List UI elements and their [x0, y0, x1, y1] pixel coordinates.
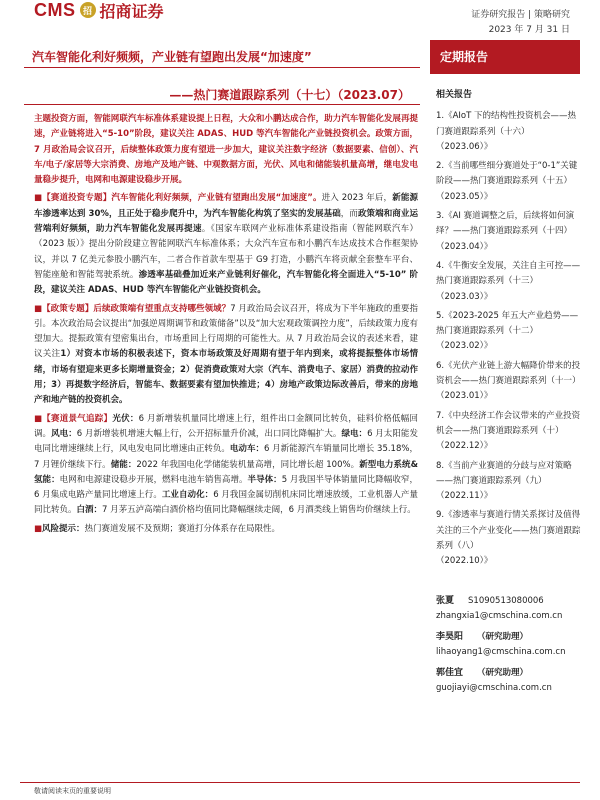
report-date: （2023.05）》 — [436, 191, 493, 202]
author-name: 郭佳宜 — [436, 668, 464, 678]
related-report-item[interactable] — [436, 359, 584, 405]
author-role: （研究助理） — [477, 632, 529, 642]
bold-text: 1）对资本市场的积极表述下，资本市场政策及好周期有望于年内到来，或将提振整体市场情绪，市场有望迎来更多长期增量资金；2）促消费政策对大宗（汽车、消费电子、家居）消费的拉动作用；3）再提数字经济后，智能车、数据要素有望加快推进；4）房地产政策边际改善后，带来的房地产和地产链的投资机会。 — [34, 349, 418, 406]
related-reports-sidebar — [436, 88, 584, 574]
report-text: 6.《光伏产业链上游大幅降价带来的投资机会——热门赛道跟踪系列（十一） — [436, 360, 581, 387]
report-text: 1.《AIoT 下的结构性投资机会——热门赛道跟踪系列（十六） — [436, 111, 577, 137]
report-date: （2022.10）》 — [436, 556, 493, 567]
related-reports-list — [436, 109, 584, 569]
body-text: ，而 — [340, 208, 358, 219]
body-text: 。《国家车联网产业标准体系建设指南（智能网联汽车）（2023 版）》提出分阶段建立智能网联汽车标准体系；大众汽车宣布和小鹏汽车达成技术合作框架协议，并以 7 亿美元参股小鹏汽车，二者合作首款车型基于 G9 打造，小鹏汽车将贡献全套整车平台、智能座舱和智能驾驶系统。 — [34, 224, 418, 280]
section-tag: 【政策专题】 — [42, 303, 94, 314]
body-text: 6 月新增装机增速大幅上行，公开招标量升价减，出口同比降幅扩大。 — [76, 428, 342, 439]
risk-text: 热门赛道发展不及预期；赛道打分体系存在局限性。 — [84, 523, 281, 534]
related-report-item[interactable] — [436, 459, 584, 505]
section-sector-tracking — [34, 412, 418, 519]
report-date: （2023.04）》 — [436, 241, 493, 252]
author-name: 张夏 — [436, 596, 455, 606]
footer-note: 敬请阅读末页的重要说明 — [34, 787, 111, 795]
report-type-banner: 定期报告 — [430, 40, 580, 74]
author-entry — [436, 630, 584, 660]
sector-label-pv: 光伏： — [112, 413, 139, 424]
section-tag: 【赛道投资专题】 — [42, 193, 112, 204]
risk-label: 风险提示： — [42, 523, 85, 534]
report-date: 2023 年 7 月 31 日 — [488, 25, 570, 35]
sector-label-wind: 风电： — [51, 428, 77, 439]
logo-cms-text: CMS — [34, 0, 76, 20]
report-date: （2023.03）》 — [436, 291, 493, 302]
section-policy — [34, 302, 418, 409]
sector-label-liquor: 白酒： — [76, 505, 103, 516]
authors-block — [436, 594, 584, 702]
report-title: 汽车智能化利好频频，产业链有望跑出发展“加速度” — [32, 50, 312, 64]
report-date: （2023.01）》 — [436, 391, 493, 402]
report-text: 9.《渗透率与赛道行情关系探讨及值得关注的三个产业变化——热门赛道跟踪系列（八） — [436, 510, 581, 552]
report-date: （2022.11）》 — [436, 491, 493, 502]
sector-label-green: 绿电： — [341, 428, 368, 439]
section-risk — [34, 522, 418, 537]
author-name: 李昊阳 — [436, 632, 464, 642]
body-text: 6 月太阳能发电同比增速继续上行，风电发电同比增速由正转负。 — [34, 428, 418, 455]
related-report-item[interactable] — [436, 209, 584, 255]
report-date: （2022.12）》 — [436, 441, 493, 452]
summary-paragraph: 主题投资方面，智能网联汽车标准体系建设提上日程，大众和小鹏达成合作，助力汽车智能化发展再提速，产业链将进入“5-10”阶段，建议关注 ADAS、HUD 等汽车智能化产业链投资机会。政策方面，7 月政治局会议召开，后续整体政策力度有望进一步加大，建议关注数字经济（数据要素、信创）、汽车/电子/家居等大宗消费、房地产及地产链、中观数据方面，光伏、风电和储能装机量高增，继电发电量稳步提升，电网和电源建设稳步开展。 — [34, 114, 418, 186]
related-report-item[interactable] — [436, 109, 584, 155]
logo-chinese-text: 招商证券 — [99, 1, 164, 21]
bold-text: 渗透率基础叠加近来产业链利好催化，汽车智能化将全面进入“5-10” 阶段，建议关注 ADAS、HUD 等汽车智能化产业链投资机会。 — [34, 269, 418, 296]
report-subtitle: ——热门赛道跟踪系列（十七）（2023.07） — [169, 88, 410, 102]
author-entry — [436, 594, 584, 624]
author-email[interactable]: zhangxia1@cmschina.com.cn — [436, 611, 563, 621]
related-report-item[interactable] — [436, 159, 584, 205]
sector-label-automation: 工业自动化： — [161, 490, 214, 501]
body-text: 7 月政治局会议召开，将成为下半年施政的重要指引。本次政治局会议提出“加强逆周期调节和政策储备”以及“加大宏观政策调控力度”，后续政策力度有望加大。提振政策有望密集出台，市场重回上行周期的可能性大。从 7 月政治局会议的表述来看，建议关注 — [34, 303, 418, 360]
report-text: 4.《牛衡安全发展，关注自主可控——热门赛道跟踪系列（十三） — [436, 260, 581, 287]
author-email[interactable]: lihaoyang1@cmschina.com.cn — [436, 647, 566, 657]
header-meta — [471, 8, 570, 38]
related-report-item[interactable] — [436, 259, 584, 305]
body-text: 7 月茅五泸高端白酒价格均值同比降幅继续走阔，6 月酒类线上销售均价继续上行。 — [102, 505, 416, 516]
section-headline: 汽车智能化利好频频，产业链有望跑出发展“加速度”。 — [111, 193, 322, 204]
body-text: 电网和电源建设稳步开展，燃料电池车销售高增。 — [59, 474, 248, 485]
author-id: S1090513080006 — [468, 596, 544, 606]
logo-badge-icon: 招 — [80, 2, 96, 18]
square-bullet-icon: ■ — [34, 303, 43, 314]
body-text: 6 月我国金属切削机床同比增速放缓，工业机器人产量同比转负。 — [34, 490, 418, 516]
report-text: 3.《AI 赛道调整之后，后续将如何演绎？——热门赛道跟踪系列（十四） — [436, 211, 575, 237]
sector-label-storage: 储能： — [110, 459, 137, 470]
related-report-item[interactable] — [436, 309, 584, 355]
report-date: （2023.06）》 — [436, 141, 493, 152]
report-text: 8.《当前产业赛道的分歧与应对策略——热门赛道跟踪系列（九） — [436, 460, 572, 486]
main-content — [34, 112, 418, 540]
body-text: 2022 年我国电化学储能装机量高增，同比增长超 100%。 — [136, 459, 360, 470]
sector-label-newpower: 新型电力系统&氢能： — [34, 459, 418, 485]
square-bullet-icon: ■ — [34, 523, 43, 534]
report-date: （2023.02）》 — [436, 341, 493, 352]
report-text: 5.《2023-2025 年五大产业趋势——热门赛道跟踪系列（十二） — [436, 310, 579, 337]
author-role: （研究助理） — [477, 668, 529, 678]
section-headline: 后续政策端有望重点支持哪些领域？ — [93, 303, 231, 314]
section-tag: 【赛道景气追踪】 — [42, 413, 113, 424]
report-category: 证券研究报告 | 策略研究 — [471, 10, 570, 20]
company-logo — [34, 0, 164, 20]
bold-text: 政策端和商业运营端利好频频，助力汽车智能化发展再提速 — [34, 208, 418, 235]
footer-divider — [20, 782, 580, 783]
sidebar-heading: 相关报告 — [436, 90, 473, 100]
body-text: 6 月新增装机量同比增速上行，组件出口金额同比转负，硅料价格低幅回调。 — [34, 413, 418, 439]
body-text: 5 月我国半导体销量同比降幅收窄，6 月集成电路产量同比增速上行。 — [34, 474, 418, 501]
report-text: 2.《当前哪些细分赛道处于“0-1”关键阶段——热门赛道跟踪系列（十五） — [436, 161, 578, 187]
body-text: 进入 2023 年后， — [321, 193, 393, 204]
section-theme-investment — [34, 191, 418, 298]
title-divider-bottom — [24, 104, 420, 105]
related-report-item[interactable] — [436, 409, 584, 455]
bold-text: 新能源车渗透率达到 30%，且正处于稳步爬升中，为汽车智能化构筑了坚实的发展基础 — [34, 193, 418, 219]
author-entry — [436, 666, 584, 696]
title-divider — [24, 67, 420, 68]
sector-label-semi: 半导体： — [247, 474, 282, 485]
report-text: 7.《中央经济工作会议带来的产业投资机会——热门赛道跟踪系列（十） — [436, 410, 581, 436]
author-email[interactable]: guojiayi@cmschina.com.cn — [436, 683, 552, 693]
square-bullet-icon: ■ — [34, 193, 43, 204]
sector-label-ev: 电动车： — [229, 444, 264, 455]
body-text: 6 月新能源汽车销量同比增长 35.18%，7 月锂价继续下行。 — [34, 444, 418, 470]
square-bullet-icon: ■ — [34, 413, 43, 424]
related-report-item[interactable] — [436, 508, 584, 569]
